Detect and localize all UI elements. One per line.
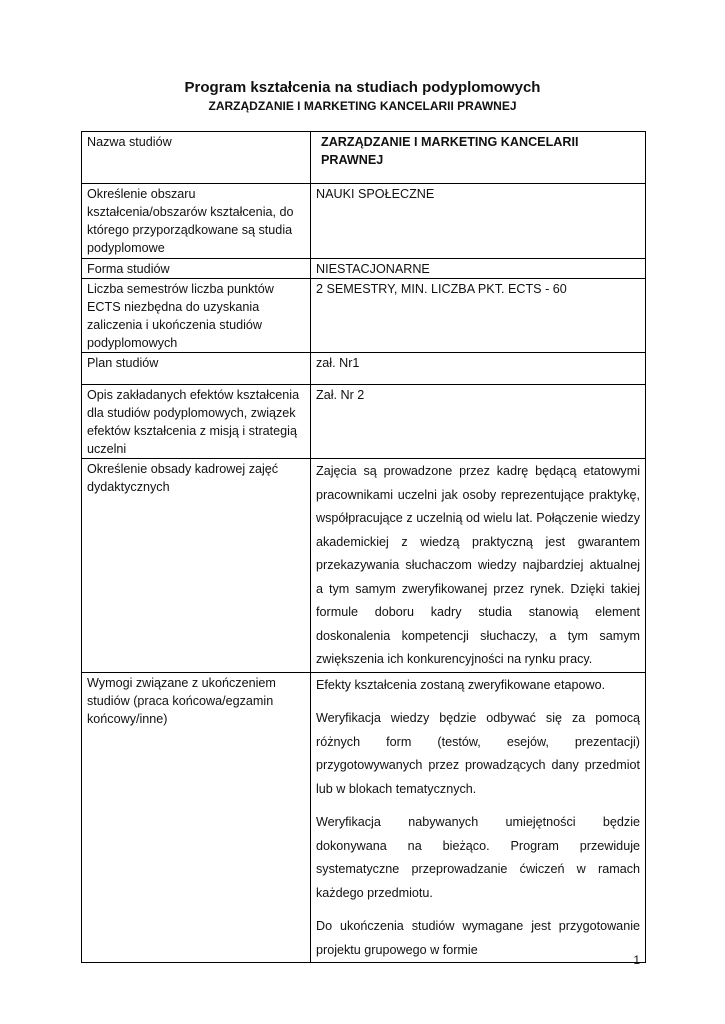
- table-row: [82, 353, 646, 385]
- row-value: Zajęcia są prowadzone przez kadrę będącą etatowymi pracownikami uczelni jak osoby reprezentujące praktykę, współpracujące z uczelnią od wielu lat. Połączenie wiedzy akademickiej z wiedzą praktyczną jest gwarantem przekazywania słuchaczom wiedzy najbardziej aktualnej a tym samym zweryfikowanej przez rynek. Dzięki takiej formule doboru kadry studia stanowią element doskonalenia kompetencji słuchaczy, a tym samym zwiększenia ich konkurencyjności na rynku pracy.: [311, 459, 646, 673]
- paragraph: Efekty kształcenia zostaną zweryfikowane etapowo.: [316, 677, 606, 692]
- document-subtitle: ZARZĄDZANIE I MARKETING KANCELARII PRAWNEJ: [208, 99, 517, 113]
- paragraph: Do ukończenia studiów wymagane jest przygotowanie projektu grupowego w formie: [316, 919, 640, 957]
- program-table: [81, 131, 646, 963]
- row-value-paragraphs: [311, 672, 646, 963]
- row-value: 2 SEMESTRY, MIN. LICZBA PKT. ECTS - 60: [311, 279, 646, 353]
- row-label: Forma studiów: [82, 259, 311, 279]
- row-value: ZARZĄDZANIE I MARKETING KANCELARII PRAWNEJ: [311, 132, 646, 184]
- row-label: Nazwa studiów: [82, 132, 311, 184]
- row-label: Wymogi związane z ukończeniem studiów (praca końcowa/egzamin końcowy/inne): [82, 672, 311, 963]
- row-value: zał. Nr1: [311, 353, 646, 385]
- table-row: [82, 132, 646, 184]
- row-value: NAUKI SPOŁECZNE: [311, 184, 646, 259]
- row-label: Opis zakładanych efektów kształcenia dla studiów podyplomowych, związek efektów kształcenia z misją i strategią uczelni: [82, 385, 311, 459]
- table-row: [82, 385, 646, 459]
- row-label: Określenie obszaru kształcenia/obszarów kształcenia, do którego przyporządkowane są studia podyplomowe: [82, 184, 311, 259]
- table-row: [82, 459, 646, 673]
- row-value: Zał. Nr 2: [311, 385, 646, 459]
- row-label: Plan studiów: [82, 353, 311, 385]
- paragraph: Weryfikacja wiedzy będzie odbywać się za pomocą różnych form (testów, esejów, prezentacji) przygotowywanych przez prowadzących dany przedmiot lub w blokach tematycznych.: [316, 711, 640, 796]
- row-value: NIESTACJONARNE: [311, 259, 646, 279]
- table-row: [82, 279, 646, 353]
- row-label: Liczba semestrów liczba punktów ECTS niezbędna do uzyskania zaliczenia i ukończenia studiów podyplomowych: [82, 279, 311, 353]
- paragraph: Weryfikacja nabywanych umiejętności będzie dokonywana na bieżąco. Program przewiduje systematyczne przeprowadzanie ćwiczeń w ramach każdego przedmiotu.: [316, 815, 640, 900]
- document-title: Program kształcenia na studiach podyplomowych: [184, 79, 541, 96]
- table-row: [82, 259, 646, 279]
- page-number: 1: [633, 953, 640, 967]
- table-row: [82, 672, 646, 963]
- row-label: Określenie obsady kadrowej zajęć dydaktycznych: [82, 459, 311, 673]
- table-row: [82, 184, 646, 259]
